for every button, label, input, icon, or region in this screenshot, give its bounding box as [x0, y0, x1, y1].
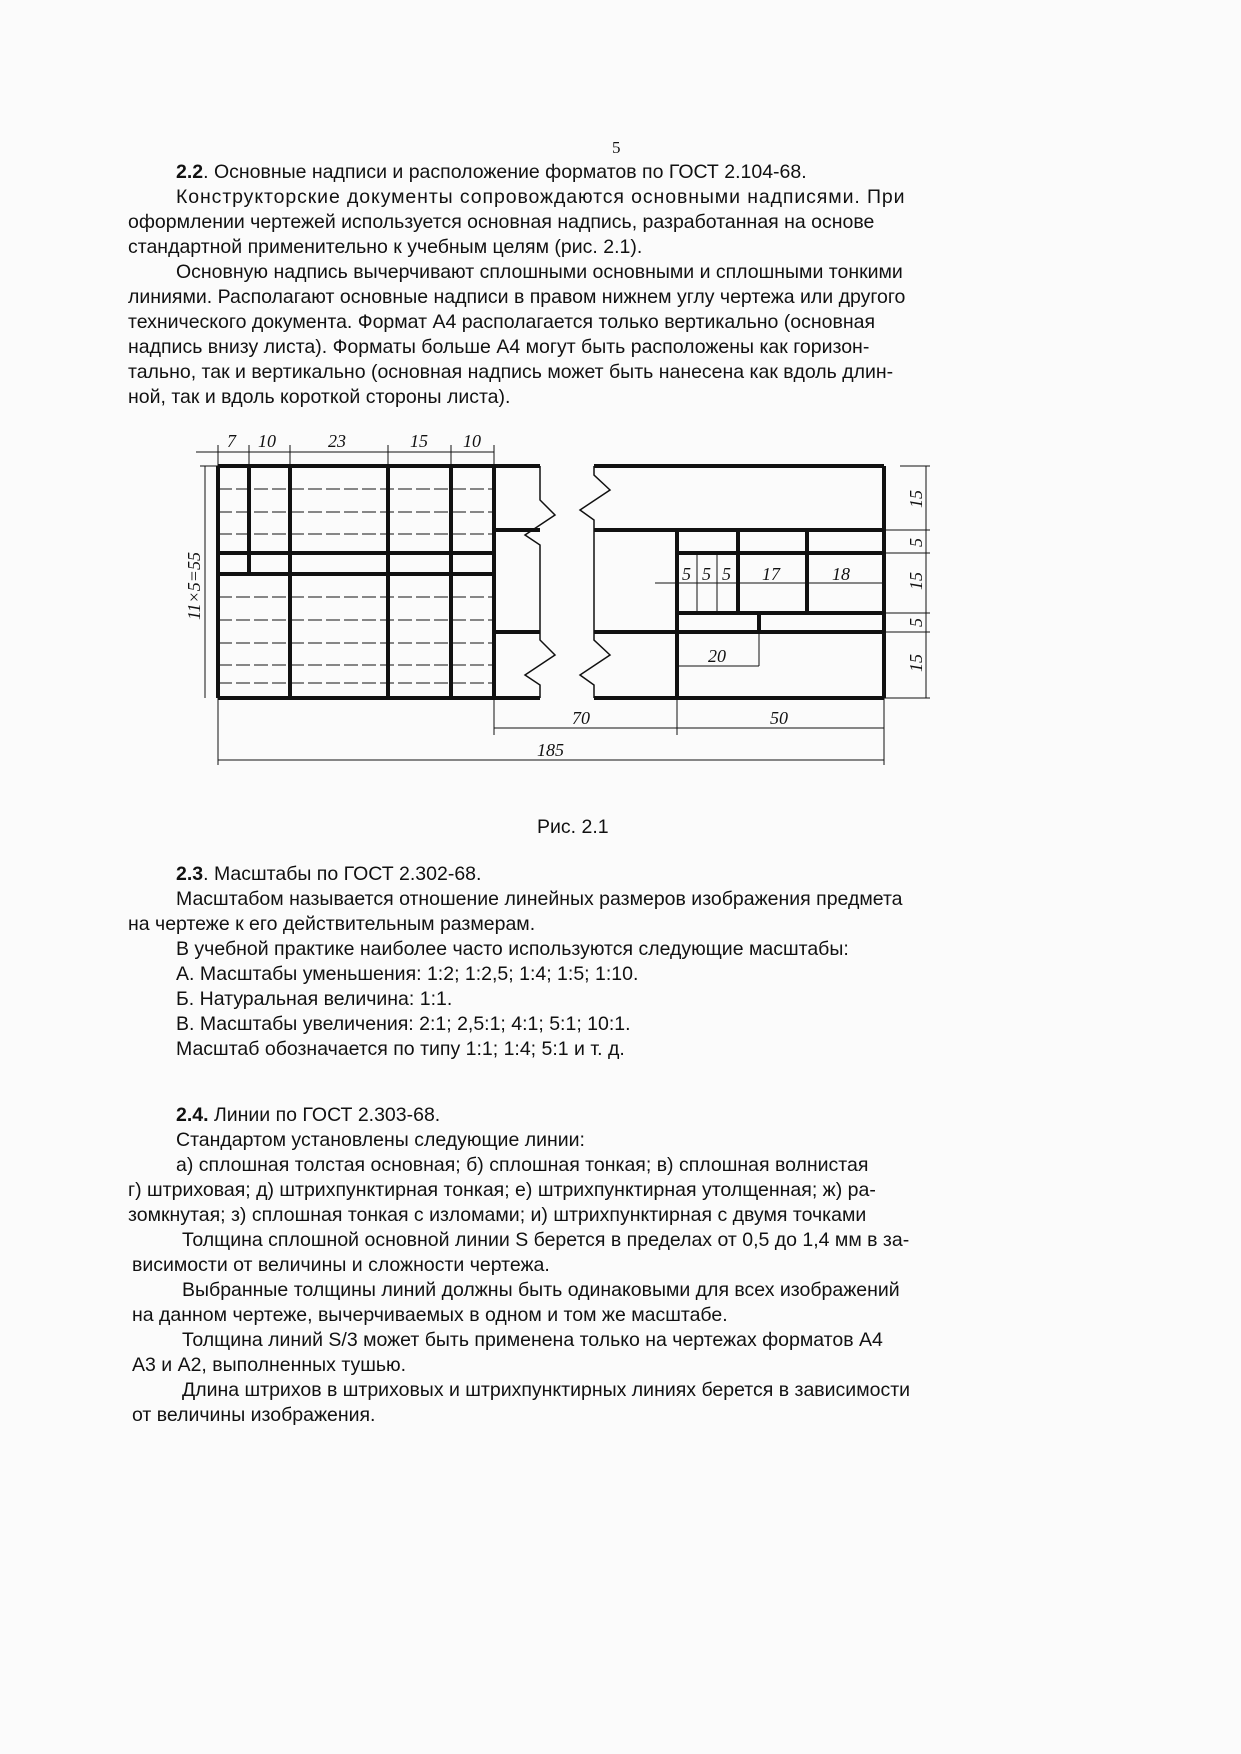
paragraph-line: а) сплошная толстая основная; б) сплошная тонкая; в) сплошная волнистая — [176, 1154, 869, 1176]
dim-50: 50 — [770, 708, 788, 728]
paragraph-line: А3 и А2, выполненных тушью. — [132, 1354, 407, 1376]
dim-15: 15 — [410, 431, 428, 451]
paragraph-line: висимости от величины и сложности чертежа. — [132, 1254, 550, 1276]
paragraph-line: на данном чертеже, вычерчиваемых в одном и том же масштабе. — [132, 1304, 728, 1326]
paragraph-line: на чертеже к его действительным размерам. — [128, 913, 536, 935]
dim-r15b: 15 — [906, 572, 926, 590]
section-number: 2.4. — [176, 1104, 209, 1126]
paragraph-line: линиями. Располагают основные надписи в правом нижнем углу чертежа или другого — [128, 286, 906, 308]
dim-185: 185 — [537, 740, 564, 760]
dim-70: 70 — [572, 708, 590, 728]
paragraph-line: от величины изображения. — [132, 1404, 376, 1426]
dim-18: 18 — [832, 564, 850, 584]
dim-5c: 5 — [722, 564, 731, 584]
section-number: 2.3 — [176, 863, 204, 885]
paragraph-line: В. Масштабы увеличения: 2:1; 2,5:1; 4:1; 5:1; 10:1. — [176, 1013, 631, 1035]
dim-7: 7 — [227, 431, 236, 451]
paragraph-line: надпись внизу листа). Форматы больше А4 могут быть расположены как горизон- — [128, 336, 870, 358]
paragraph-line: Масштабом называется отношение линейных размеров изображения предмета — [176, 888, 903, 910]
paragraph-line: Основную надпись вычерчивают сплошными основными и сплошными тонкими — [176, 261, 903, 283]
paragraph-line: Толщина линий S/3 может быть применена только на чертежах форматов А4 — [182, 1329, 883, 1351]
section-2-3-heading — [176, 862, 481, 887]
dim-5b: 5 — [702, 564, 711, 584]
dim-20: 20 — [708, 646, 726, 666]
dim-23: 23 — [328, 431, 346, 451]
paragraph-line: Конструкторские документы сопровождаются основными надписями. При — [176, 186, 906, 208]
paragraph-line: стандартной применительно к учебным целям (рис. 2.1). — [128, 236, 643, 258]
paragraph-line: Длина штрихов в штриховых и штрихпунктирных линиях берется в зависимости — [182, 1379, 911, 1401]
paragraph-line: г) штриховая; д) штрихпунктирная тонкая; е) штрихпунктирная утолщенная; ж) ра- — [128, 1179, 876, 1201]
dim-r15: 15 — [906, 490, 926, 508]
dim-r5: 5 — [906, 538, 926, 547]
paragraph-line: зомкнутая; з) сплошная тонкая с изломами; и) штрихпунктирная с двумя точками — [128, 1204, 867, 1226]
dim-10: 10 — [258, 431, 276, 451]
dim-r5b: 5 — [906, 618, 926, 627]
title-block-drawing — [0, 0, 1241, 800]
dim-55: 11×5=55 — [184, 552, 204, 620]
paragraph-line: оформлении чертежей используется основная надпись, разработанная на основе — [128, 211, 875, 233]
paragraph-line: технического документа. Формат А4 располагается только вертикально (основная — [128, 311, 876, 333]
paragraph-line: Выбранные толщины линий должны быть одинаковыми для всех изображений — [182, 1279, 900, 1301]
dim-r15c: 15 — [906, 654, 926, 672]
paragraph-line: тально, так и вертикально (основная надпись может быть нанесена как вдоль длин- — [128, 361, 894, 383]
figure-caption: Рис. 2.1 — [537, 816, 609, 838]
section-number: 2.2 — [176, 161, 204, 183]
dim-17: 17 — [762, 564, 780, 584]
paragraph-line: Толщина сплошной основной линии S берется в пределах от 0,5 до 1,4 мм в за- — [182, 1229, 910, 1251]
page-number: 5 — [612, 138, 621, 157]
left-block-frame — [218, 466, 540, 698]
paragraph-line: А. Масштабы уменьшения: 1:2; 1:2,5; 1:4; 1:5; 1:10. — [176, 963, 639, 985]
section-2-4-heading — [176, 1103, 440, 1128]
dim-10b: 10 — [463, 431, 481, 451]
section-title: . Масштабы по ГОСТ 2.302-68. — [203, 863, 482, 885]
paragraph-line: Стандартом установлены следующие линии: — [176, 1129, 585, 1151]
section-title: . Основные надписи и расположение форматов по ГОСТ 2.104-68. — [203, 161, 807, 183]
paragraph-line: Б. Натуральная величина: 1:1. — [176, 988, 453, 1010]
paragraph-line: В учебной практике наиболее часто используются следующие масштабы: — [176, 938, 849, 960]
dim-5a: 5 — [682, 564, 691, 584]
paragraph-line: Масштаб обозначается по типу 1:1; 1:4; 5:1 и т. д. — [176, 1038, 625, 1060]
section-title: Линии по ГОСТ 2.303-68. — [208, 1104, 441, 1126]
paragraph-line: ной, так и вдоль короткой стороны листа). — [128, 386, 511, 408]
